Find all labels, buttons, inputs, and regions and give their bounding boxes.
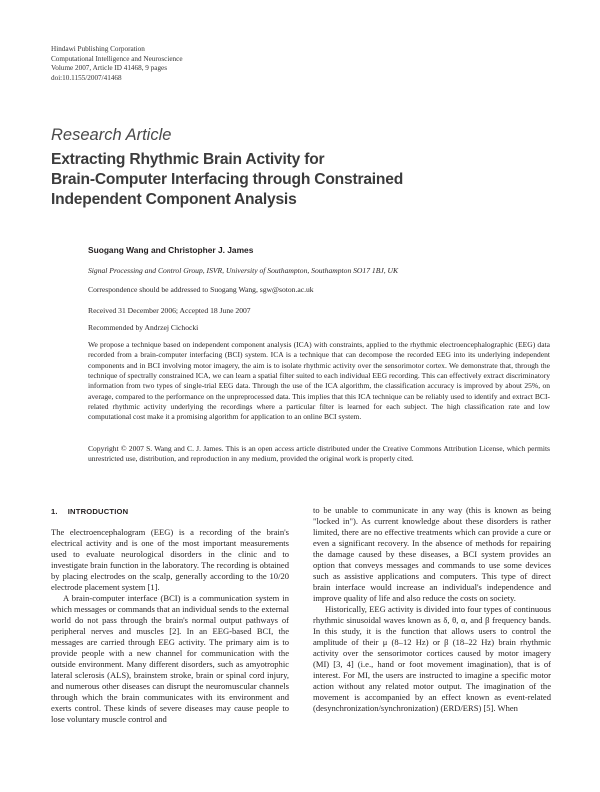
title-line: Extracting Rhythmic Brain Activity for	[51, 151, 325, 168]
left-column	[51, 527, 289, 725]
affiliation: Signal Processing and Control Group, ISVR, University of Southampton, Southampton SO17 1BJ, UK	[88, 266, 399, 275]
doi-line: doi:10.1155/2007/41468	[51, 73, 122, 82]
received-dates: Received 31 December 2006; Accepted 18 June 2007	[88, 306, 251, 315]
paper-title	[51, 150, 403, 210]
title-line: Independent Component Analysis	[51, 191, 297, 208]
article-type: Research Article	[51, 126, 172, 144]
title-line: Brain-Computer Interfacing through Constrained	[51, 171, 404, 188]
journal-header	[51, 45, 183, 83]
paragraph: The electroencephalogram (EEG) is a recording of the brain's electrical activity and is one of the most important measurements used to evaluate neurological disorders in the clinic and to investigate brain function in the laboratory. The recording is obtained by placing electrodes on the scalp, generally according to the 10/20 electrode placement system [1].	[51, 527, 289, 593]
publisher-line: Hindawi Publishing Corporation	[51, 45, 145, 53]
paragraph: to be unable to communicate in any way (this is known as being "locked in"). As current knowledge about these disorders is rather limited, there are no effective treatments which can provide a cure or even a significant recovery. In the absence of methods for repairing the damage caused by these diseases, a BCI system provides an option that conveys messages and commands to use some devices such as assistive applications and computers. This type of direct brain interface would increase an individual's independence and improve quality of life and also reduce the costs on society.	[313, 505, 551, 604]
journal-name: Computational Intelligence and Neuroscience	[51, 54, 183, 63]
copyright-notice: Copyright © 2007 S. Wang and C. J. James. This is an open access article distributed under the Creative Commons Attribution License, which permits unrestricted use, distribution, and reproduction in any medium, provided the original work is properly cited.	[88, 444, 550, 464]
recommended-by: Recommended by Andrzej Cichocki	[88, 323, 199, 332]
paragraph: Historically, EEG activity is divided into four types of continuous rhythmic sinusoidal waves known as δ, θ, α, and β frequency bands. In this study, it is the function that allows users to control the amplitude of their μ (8–12 Hz) or β (18–22 Hz) brain rhythmic activity over the sensorimotor cortices caused by motor imagery (MI) [3, 4] (i.e., hand or foot movement imagination), that is of interest. For MI, the users are instructed to imagine a specific motor action without any related motor output. The imagination of the movement is accompanied by an effect known as event-related (desynchronization/synchronization) (ERD/ERS) [5]. When	[313, 604, 551, 714]
section-title: INTRODUCTION	[67, 507, 129, 516]
correspondence: Correspondence should be addressed to Suogang Wang, sgw@soton.ac.uk	[88, 285, 314, 294]
abstract: We propose a technique based on independent component analysis (ICA) with constraints, applied to the rhythmic electroencephalographic (EEG) data recorded from a brain-computer interfacing (BCI) system. ICA is a technique that can decompose the recorded EEG into its underlying independent components and in BCI involving motor imagery, the aim is to isolate rhythmic activity over the sensorimotor cortex. We demonstrate that, through the technique of spectrally constrained ICA, we can learn a spatial filter suited to each individual EEG recording. This can effectively extract discriminatory information from two types of single-trial EEG data. Through the use of the ICA algorithm, the classification accuracy is improved by about 25%, on average, compared to the performance on the unpreprocessed data. This implies that this ICA technique can be reliably used to identify and extract BCI-related rhythmic activity underlying the recordings where a particular filter is learned for each subject. The high classification rate and low computational cost make it a promising algorithm for application to an online BCI system.	[88, 340, 550, 422]
paragraph: A brain-computer interface (BCI) is a communication system in which messages or commands that an individual sends to the external world do not pass through the brain's normal output pathways of peripheral nerves and muscles [2]. In an EEG-based BCI, the messages are carried through EEG activity. The primary aim is to provide people with a new channel for communication with the outside environment. Many different disorders, such as amyotrophic lateral sclerosis (ALS), brainstem stroke, brain or spinal cord injury, and numerous other diseases can disrupt the neuromuscular channels through which the brain communicates with its environment and exerts control. These kinds of severe diseases may cause people to lose voluntary muscle control and	[51, 593, 289, 725]
section-number: 1.	[51, 507, 58, 516]
authors: Suogang Wang and Christopher J. James	[88, 245, 254, 255]
right-column	[313, 505, 551, 714]
volume-line: Volume 2007, Article ID 41468, 9 pages	[51, 64, 168, 73]
section-heading	[51, 507, 128, 516]
